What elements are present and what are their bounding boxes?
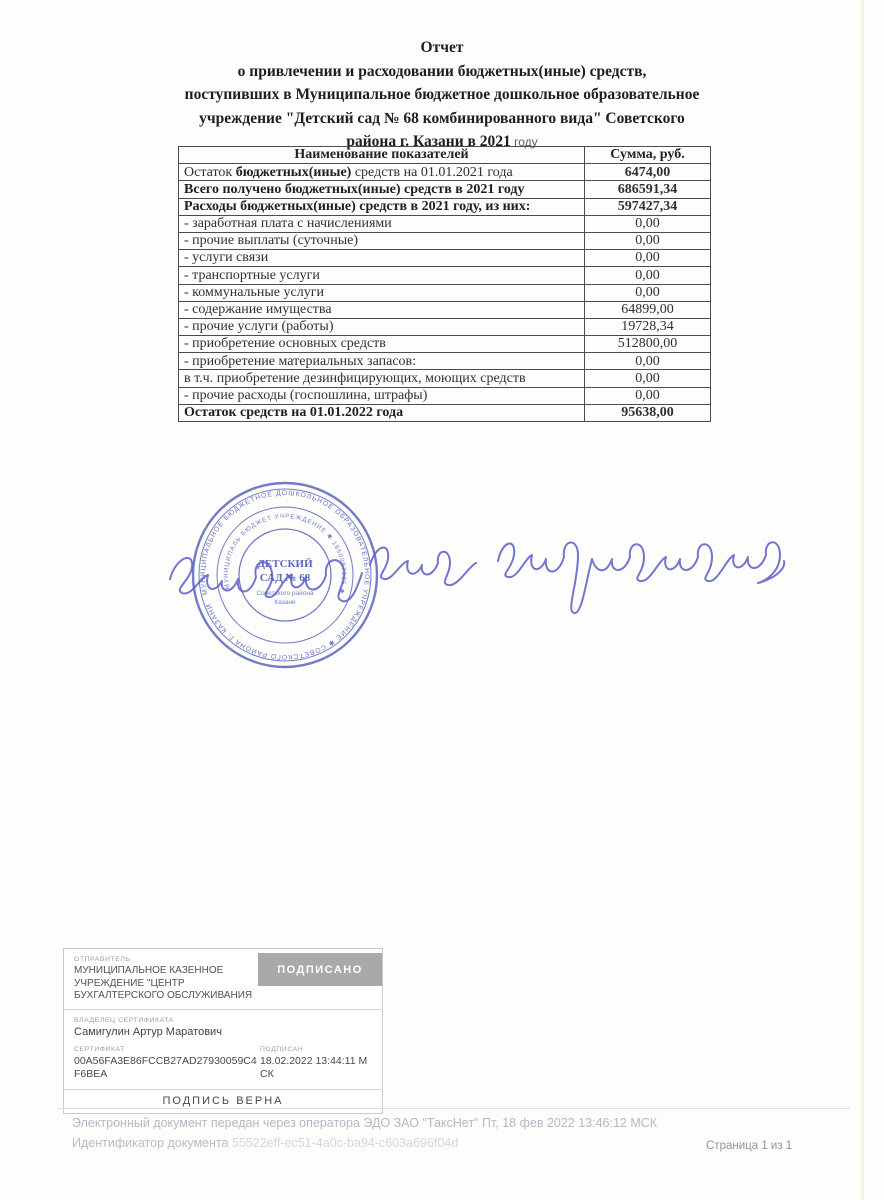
- table-row: [179, 387, 711, 404]
- table-header-row: [179, 147, 711, 164]
- stamp-inner-ring-text: МУНИЦИПАЛЬ БЮДЖЕТ УЧРЕЖДЕНИЕ ✱ 1660087325 ✱: [222, 512, 348, 596]
- title-suffix: году: [510, 135, 538, 149]
- row-label: - приобретение основных средств: [179, 336, 585, 353]
- row-label: Всего получено бюджетных(иные) средств в 2021 году: [179, 181, 585, 198]
- title-line: о привлечении и расходовании бюджетных(иные) средств,: [237, 62, 647, 80]
- row-label: Расходы бюджетных(иные) средств в 2021 году, из них:: [179, 198, 585, 215]
- handwritten-name-signature: [498, 542, 784, 613]
- signature-valid-banner: ПОДПИСЬ ВЕРНА: [64, 1089, 382, 1113]
- row-value: 95638,00: [585, 404, 711, 421]
- signed-at-column: [260, 1046, 372, 1081]
- table-row: [179, 181, 711, 198]
- row-value: 6474,00: [585, 164, 711, 181]
- title-line: учреждение "Детский сад № 68 комбинированного вида" Советского: [199, 109, 685, 127]
- title-line: Отчет: [420, 39, 464, 56]
- row-value: 512800,00: [585, 336, 711, 353]
- certificate-label: СЕРТИФИКАТ: [74, 1045, 125, 1053]
- stamp-outer-ring-text: МУНИЦИПАЛЬНОЕ БЮДЖЕТНОЕ ДОШКОЛЬНОЕ ОБРАЗОВАТЕЛЬНОЕ УЧРЕЖДЕНИЕ ✱ СОВЕТСКОГО РАЙОНА Г. КАЗАНИ: [199, 489, 371, 661]
- edo-transfer-note: Электронный документ передан через оператора ЭДО ЗАО "ТаксНет" Пт, 18 фев 2022 13:46:12 МСК: [72, 1116, 658, 1130]
- row-value: 19728,34: [585, 318, 711, 335]
- page-indicator: Страница 1 из 1: [706, 1140, 793, 1152]
- report-table: [178, 146, 711, 422]
- report-table-body: [179, 164, 711, 422]
- row-value: 0,00: [585, 215, 711, 232]
- signed-at-label: ПОДПИСАН: [260, 1045, 304, 1053]
- stamp-and-signature-area: [130, 465, 810, 683]
- footer-divider-line: [58, 1108, 850, 1109]
- sender-section: [64, 949, 382, 1009]
- stamp-center-line3: Советского района: [256, 590, 314, 597]
- certificate-owner-name: Самигулин Артур Маратович: [74, 1025, 222, 1038]
- row-value: 0,00: [585, 370, 711, 387]
- signed-badge: ПОДПИСАНО: [258, 953, 382, 986]
- sender-name: МУНИЦИПАЛЬНОЕ КАЗЕННОЕ УЧРЕЖДЕНИЕ "ЦЕНТР БУХГАЛТЕРСКОГО ОБСЛУЖИВАНИЯ: [74, 965, 253, 1001]
- row-label: - содержание имущества: [179, 301, 585, 318]
- certificate-value: 00A56FA3E86FCCB27AD27930059C4F6BEA: [74, 1054, 257, 1080]
- title-line: поступивших в Муниципальное бюджетное дошкольное образовательное: [184, 86, 700, 103]
- row-value: 0,00: [585, 353, 711, 370]
- table-row: [179, 404, 711, 421]
- table-row: [179, 232, 711, 249]
- row-label: Остаток бюджетных(иные) средств на 01.01.2021 года: [179, 164, 585, 181]
- row-label: - прочие выплаты (суточные): [179, 232, 585, 249]
- title-line: района г. Казани в 2021 году: [346, 133, 538, 150]
- signed-at-value: 18.02.2022 13:44:11 МСК: [260, 1054, 368, 1080]
- table-row: [179, 250, 711, 267]
- stamp-center-line4: Казани: [274, 599, 296, 606]
- e-signature-card: [63, 948, 383, 1114]
- certificate-row: [64, 1044, 382, 1089]
- row-label: - прочие расходы (госпошлина, штрафы): [179, 387, 585, 404]
- table-row: [179, 215, 711, 232]
- row-value: 0,00: [585, 284, 711, 301]
- row-label: в т.ч. приобретение дезинфицирующих, моющих средств: [179, 370, 585, 387]
- row-label: Остаток средств на 01.01.2022 года: [179, 404, 585, 421]
- handwritten-initial-signature: [370, 548, 476, 586]
- row-value: 64899,00: [585, 301, 711, 318]
- table-row: [179, 336, 711, 353]
- row-label: - коммунальные услуги: [179, 284, 585, 301]
- certificate-owner-label: ВЛАДЕЛЕЦ СЕРТИФИКАТА: [74, 1016, 174, 1024]
- row-label: - транспортные услуги: [179, 267, 585, 284]
- row-value: 0,00: [585, 267, 711, 284]
- official-stamp: [182, 472, 388, 678]
- table-row: [179, 370, 711, 387]
- table-row: [179, 318, 711, 335]
- row-value: 0,00: [585, 250, 711, 267]
- row-label: - прочие услуги (работы): [179, 318, 585, 335]
- stamp-center-line2: САД № 68: [259, 572, 311, 584]
- certificate-column: [74, 1046, 260, 1081]
- table-row: [179, 301, 711, 318]
- document-identifier-value: 55522eff-ec51-4a0c-ba94-c603a696f04d: [231, 1136, 459, 1150]
- header-amount: Сумма, руб.: [585, 147, 711, 164]
- document-identifier-line: [72, 1136, 458, 1150]
- table-row: [179, 267, 711, 284]
- row-label: - заработная плата с начислениями: [179, 215, 585, 232]
- row-label: - приобретение материальных запасов:: [179, 353, 585, 370]
- owner-section: [64, 1009, 382, 1044]
- row-value: 0,00: [585, 387, 711, 404]
- stamp-center-line1: ДЕТСКИЙ: [257, 558, 313, 570]
- scan-edge-artifact: [861, 0, 864, 1200]
- row-value: 686591,34: [585, 181, 711, 198]
- document-identifier-prefix: Идентификатор документа: [72, 1136, 232, 1150]
- table-row: [179, 198, 711, 215]
- table-row: [179, 284, 711, 301]
- document-title: [0, 36, 884, 155]
- table-row: [179, 353, 711, 370]
- row-label: - услуги связи: [179, 250, 585, 267]
- table-row: [179, 164, 711, 181]
- row-value: 597427,34: [585, 198, 711, 215]
- row-value: 0,00: [585, 232, 711, 249]
- header-indicator-name: Наименование показателей: [179, 147, 585, 164]
- sender-label: ОТПРАВИТЕЛЬ: [74, 956, 131, 963]
